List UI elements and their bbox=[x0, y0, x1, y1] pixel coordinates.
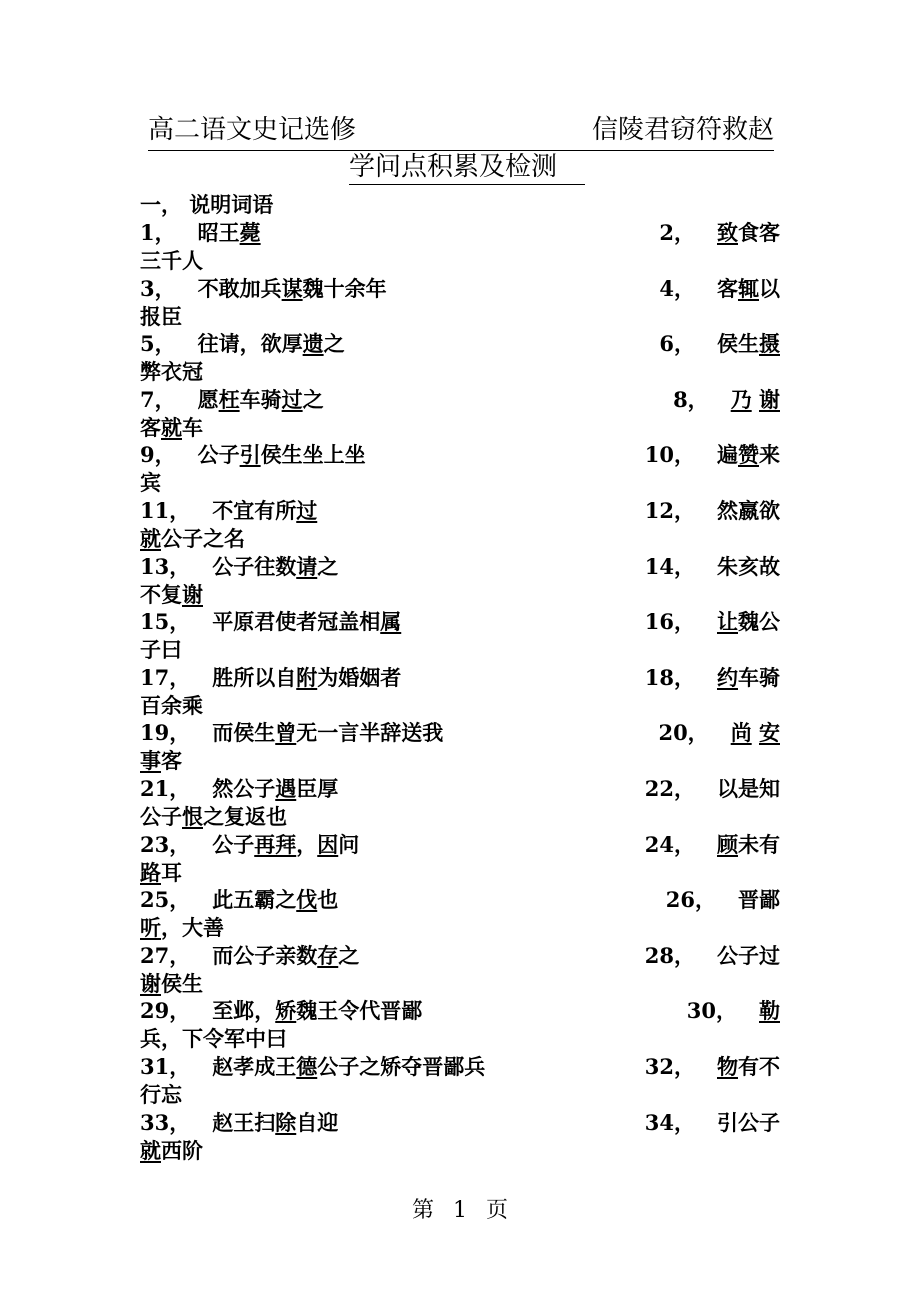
entry-right bbox=[687, 997, 780, 1025]
entry-left bbox=[140, 942, 359, 970]
title-lesson: 信陵君窃符救赵 bbox=[591, 115, 774, 145]
phrase-text: 公子 bbox=[140, 803, 182, 829]
entry-continuation bbox=[140, 469, 161, 497]
entry-continuation bbox=[140, 1025, 287, 1053]
entry-right bbox=[645, 608, 780, 636]
phrase-text: 侯生坐上坐 bbox=[260, 442, 366, 468]
title-course: 高二语文史记选修 bbox=[148, 115, 357, 145]
entry-left bbox=[140, 608, 401, 636]
item-number: 26， bbox=[665, 887, 716, 913]
target-word: 伐 bbox=[296, 887, 318, 913]
entry-continuation bbox=[140, 1137, 203, 1165]
entry-row bbox=[140, 1053, 780, 1109]
target-word: 曾 bbox=[275, 720, 297, 746]
vocabulary-list bbox=[140, 219, 780, 1164]
target-word: 属 bbox=[380, 609, 402, 635]
entry-row bbox=[140, 1109, 780, 1165]
entry-row bbox=[140, 330, 780, 386]
item-number: 10， bbox=[644, 442, 695, 468]
phrase-text: 不敢加兵 bbox=[197, 275, 282, 301]
phrase-text: 晋鄙 bbox=[738, 887, 780, 913]
item-number: 7， bbox=[140, 386, 176, 412]
phrase-text: 耳 bbox=[161, 859, 182, 885]
entry-row bbox=[140, 719, 780, 775]
target-word: 就 bbox=[140, 525, 161, 551]
target-word: 引 bbox=[239, 442, 261, 468]
entry-left bbox=[140, 886, 338, 914]
target-word: 顾 bbox=[717, 831, 738, 857]
phrase-text: 臣厚 bbox=[296, 775, 339, 801]
entry-continuation bbox=[140, 692, 203, 720]
entry-row bbox=[140, 775, 780, 831]
entry-continuation bbox=[140, 859, 182, 887]
item-number: 19， bbox=[140, 720, 191, 746]
phrase-text: 之复返也 bbox=[203, 803, 287, 829]
item-number: 2， bbox=[659, 220, 695, 245]
entry-row bbox=[140, 275, 780, 331]
phrase-text: 食客 bbox=[738, 220, 780, 245]
entry-right bbox=[645, 553, 780, 581]
entry-right bbox=[659, 219, 780, 247]
phrase-text: 而侯生 bbox=[212, 720, 276, 746]
target-word: 让 bbox=[717, 609, 738, 635]
phrase-text: 车骑 bbox=[738, 664, 780, 690]
target-word: 辄 bbox=[738, 275, 759, 301]
phrase-text: 以是知 bbox=[717, 775, 780, 801]
phrase-text: 公子过 bbox=[717, 942, 780, 968]
target-word: 附 bbox=[296, 664, 318, 690]
phrase-text: 报臣 bbox=[140, 303, 182, 329]
entry-left bbox=[140, 664, 401, 692]
entry-right bbox=[645, 775, 780, 803]
target-word: 薨 bbox=[239, 220, 261, 245]
phrase-text: 公子之矫夺晋鄙兵 bbox=[317, 1053, 486, 1079]
entry-continuation bbox=[140, 581, 203, 609]
item-number: 28， bbox=[644, 942, 695, 968]
item-number: 33， bbox=[140, 1109, 191, 1135]
phrase-text: 车骑 bbox=[239, 386, 282, 412]
entry-continuation bbox=[140, 358, 203, 386]
target-word: 谢 bbox=[140, 970, 161, 996]
entry-right bbox=[645, 497, 780, 525]
phrase-text: 子曰 bbox=[140, 637, 182, 663]
phrase-text: 愿 bbox=[197, 386, 219, 412]
phrase-text: 车 bbox=[182, 414, 203, 440]
target-word: 德 bbox=[296, 1053, 318, 1079]
target-word: 矫 bbox=[275, 998, 297, 1024]
phrase-text: 无一言半辞送我 bbox=[296, 720, 444, 746]
phrase-text: 魏王令代晋鄙 bbox=[296, 998, 423, 1024]
page-number: 1 bbox=[453, 1198, 467, 1223]
entry-continuation bbox=[140, 803, 287, 831]
entry-row bbox=[140, 942, 780, 998]
phrase-text: 未有 bbox=[738, 831, 780, 857]
target-word: 谋 bbox=[281, 275, 303, 301]
item-number: 25， bbox=[140, 887, 191, 913]
phrase-text: 昭王 bbox=[197, 220, 240, 245]
entry-row bbox=[140, 553, 780, 609]
entry-right bbox=[645, 441, 780, 469]
item-number: 18， bbox=[644, 664, 695, 690]
phrase-text: 侯生 bbox=[717, 331, 759, 357]
phrase-text: 至邺， bbox=[212, 998, 276, 1024]
item-number: 29， bbox=[140, 998, 191, 1024]
entry-left bbox=[140, 719, 443, 747]
target-word: 遇 bbox=[275, 775, 297, 801]
entry-left bbox=[140, 275, 387, 303]
target-word: 赞 bbox=[738, 442, 759, 468]
phrase-text: 胜所以自 bbox=[212, 664, 297, 690]
item-number: 6， bbox=[659, 331, 695, 357]
phrase-text: ，大善 bbox=[161, 915, 224, 941]
document-title bbox=[148, 112, 774, 151]
phrase-text: ， bbox=[296, 831, 318, 857]
entry-row bbox=[140, 886, 780, 942]
phrase-text: 之 bbox=[317, 553, 339, 579]
item-number: 12， bbox=[644, 497, 695, 523]
phrase-text: 不宜有所 bbox=[212, 497, 297, 523]
phrase-text: 公子 bbox=[212, 831, 255, 857]
entry-right bbox=[659, 275, 780, 303]
section-heading: 一， 说明词语 bbox=[140, 192, 274, 217]
entry-right bbox=[673, 386, 780, 414]
target-word: 再拜 bbox=[254, 831, 297, 857]
entry-continuation bbox=[140, 914, 224, 942]
item-number: 32， bbox=[644, 1053, 695, 1079]
phrase-text: 以 bbox=[759, 275, 780, 301]
entry-left bbox=[140, 219, 261, 247]
phrase-text: 弊衣冠 bbox=[140, 359, 203, 385]
item-number: 11， bbox=[140, 497, 191, 523]
entry-left bbox=[140, 553, 338, 581]
phrase-text: 行忘 bbox=[140, 1081, 182, 1107]
target-word: 勒 bbox=[759, 998, 780, 1024]
target-word: 事 bbox=[140, 748, 161, 774]
phrase-text: 不复 bbox=[140, 581, 182, 607]
entry-right bbox=[645, 1109, 780, 1137]
phrase-text bbox=[752, 720, 759, 745]
entry-continuation bbox=[140, 747, 182, 775]
target-word: 乃 bbox=[730, 386, 752, 412]
phrase-text: 魏公 bbox=[738, 609, 780, 635]
phrase-text: 此五霸之 bbox=[212, 887, 297, 913]
entry-right bbox=[645, 664, 780, 692]
entry-row bbox=[140, 386, 780, 442]
footer-suffix: 页 bbox=[486, 1198, 509, 1223]
entry-left bbox=[140, 497, 317, 525]
phrase-text: 西阶 bbox=[161, 1137, 203, 1163]
phrase-text: 引公子 bbox=[717, 1109, 780, 1135]
item-number: 20， bbox=[658, 720, 709, 746]
phrase-text: 公子往数 bbox=[212, 553, 297, 579]
phrase-text: 遍 bbox=[717, 442, 738, 468]
item-number: 5， bbox=[140, 331, 176, 357]
phrase-text: 宾 bbox=[140, 470, 161, 496]
target-word: 路 bbox=[140, 859, 161, 885]
phrase-text: 客 bbox=[140, 414, 161, 440]
target-word: 存 bbox=[317, 942, 339, 968]
target-word: 安 bbox=[759, 720, 780, 746]
phrase-text: 三千人 bbox=[140, 248, 203, 273]
phrase-text: 朱亥故 bbox=[717, 553, 780, 579]
target-word: 因 bbox=[317, 831, 339, 857]
target-word: 物 bbox=[717, 1053, 738, 1079]
item-number: 31， bbox=[140, 1053, 191, 1079]
entry-right bbox=[658, 719, 780, 747]
item-number: 3， bbox=[140, 275, 176, 301]
phrase-text: 有不 bbox=[738, 1053, 780, 1079]
entry-right bbox=[666, 886, 780, 914]
target-word: 枉 bbox=[218, 386, 240, 412]
phrase-text: 赵王扫 bbox=[212, 1109, 276, 1135]
phrase-text: 来 bbox=[759, 442, 780, 468]
target-word: 就 bbox=[140, 1137, 161, 1163]
item-number: 16， bbox=[644, 609, 695, 635]
target-word: 尚 bbox=[730, 720, 752, 746]
target-word: 恨 bbox=[182, 803, 203, 829]
phrase-text: 往请，欲厚 bbox=[197, 331, 303, 357]
entry-continuation bbox=[140, 1081, 182, 1109]
item-number: 34， bbox=[644, 1109, 695, 1135]
entry-left bbox=[140, 775, 338, 803]
target-word: 除 bbox=[275, 1109, 297, 1135]
target-word: 致 bbox=[717, 220, 738, 245]
phrase-text: 为婚姻者 bbox=[317, 664, 402, 690]
target-word: 谢 bbox=[182, 581, 203, 607]
phrase-text: 平原君使者冠盖相 bbox=[212, 609, 381, 635]
entry-left bbox=[140, 831, 359, 859]
footer-prefix: 第 bbox=[411, 1198, 434, 1223]
target-word: 摄 bbox=[759, 331, 780, 357]
item-number: 15， bbox=[140, 609, 191, 635]
target-word: 谢 bbox=[759, 386, 780, 412]
entry-row bbox=[140, 831, 780, 887]
item-number: 17， bbox=[140, 664, 191, 690]
target-word: 过 bbox=[296, 497, 318, 523]
phrase-text: 然嬴欲 bbox=[717, 497, 780, 523]
phrase-text bbox=[752, 387, 759, 412]
document-subtitle: 学问点积累及检测 bbox=[349, 150, 585, 185]
item-number: 14， bbox=[644, 553, 695, 579]
entry-continuation bbox=[140, 525, 245, 553]
item-number: 23， bbox=[140, 831, 191, 857]
entry-left bbox=[140, 441, 366, 469]
entry-continuation bbox=[140, 247, 203, 275]
entry-continuation bbox=[140, 414, 203, 442]
item-number: 21， bbox=[140, 775, 191, 801]
entry-row bbox=[140, 997, 780, 1053]
target-word: 就 bbox=[161, 414, 182, 440]
entry-row bbox=[140, 219, 780, 275]
entry-right bbox=[659, 330, 780, 358]
entry-continuation bbox=[140, 303, 182, 331]
entry-left bbox=[140, 1109, 338, 1137]
phrase-text: 问 bbox=[338, 831, 360, 857]
entry-left bbox=[140, 330, 345, 358]
entry-row bbox=[140, 608, 780, 664]
entry-row bbox=[140, 497, 780, 553]
phrase-text: 百余乘 bbox=[140, 692, 203, 718]
target-word: 请 bbox=[296, 553, 318, 579]
target-word: 听 bbox=[140, 915, 161, 941]
phrase-text: 也 bbox=[317, 887, 339, 913]
phrase-text: 之 bbox=[338, 942, 360, 968]
item-number: 4， bbox=[659, 275, 695, 301]
phrase-text: 之 bbox=[323, 331, 345, 357]
item-number: 9， bbox=[140, 442, 176, 468]
target-word: 遗 bbox=[302, 331, 324, 357]
item-number: 27， bbox=[140, 942, 191, 968]
phrase-text: 兵，下令军中曰 bbox=[140, 1026, 287, 1052]
phrase-text: 客 bbox=[717, 275, 738, 301]
phrase-text: 而公子亲数 bbox=[212, 942, 318, 968]
phrase-text: 自迎 bbox=[296, 1109, 339, 1135]
phrase-text: 赵孝成王 bbox=[212, 1053, 297, 1079]
item-number: 1， bbox=[140, 220, 176, 245]
item-number: 8， bbox=[673, 386, 709, 412]
entry-continuation bbox=[140, 636, 182, 664]
entry-continuation bbox=[140, 970, 203, 998]
phrase-text: 公子 bbox=[197, 442, 240, 468]
target-word: 约 bbox=[717, 664, 738, 690]
phrase-text: 公子之名 bbox=[161, 525, 245, 551]
target-word: 过 bbox=[281, 386, 303, 412]
phrase-text: 魏十余年 bbox=[302, 275, 387, 301]
item-number: 13， bbox=[140, 553, 191, 579]
phrase-text: 侯生 bbox=[161, 970, 203, 996]
entry-left bbox=[140, 1053, 485, 1081]
entry-left bbox=[140, 386, 324, 414]
entry-right bbox=[645, 942, 780, 970]
entry-row bbox=[140, 664, 780, 720]
phrase-text: 然公子 bbox=[212, 775, 276, 801]
entry-left bbox=[140, 997, 422, 1025]
entry-row bbox=[140, 441, 780, 497]
page-footer bbox=[0, 1196, 920, 1226]
item-number: 24， bbox=[644, 831, 695, 857]
phrase-text: 之 bbox=[302, 386, 324, 412]
item-number: 22， bbox=[644, 775, 695, 801]
item-number: 30， bbox=[686, 998, 737, 1024]
phrase-text: 客 bbox=[161, 748, 182, 774]
entry-right bbox=[645, 1053, 780, 1081]
entry-right bbox=[645, 831, 780, 859]
